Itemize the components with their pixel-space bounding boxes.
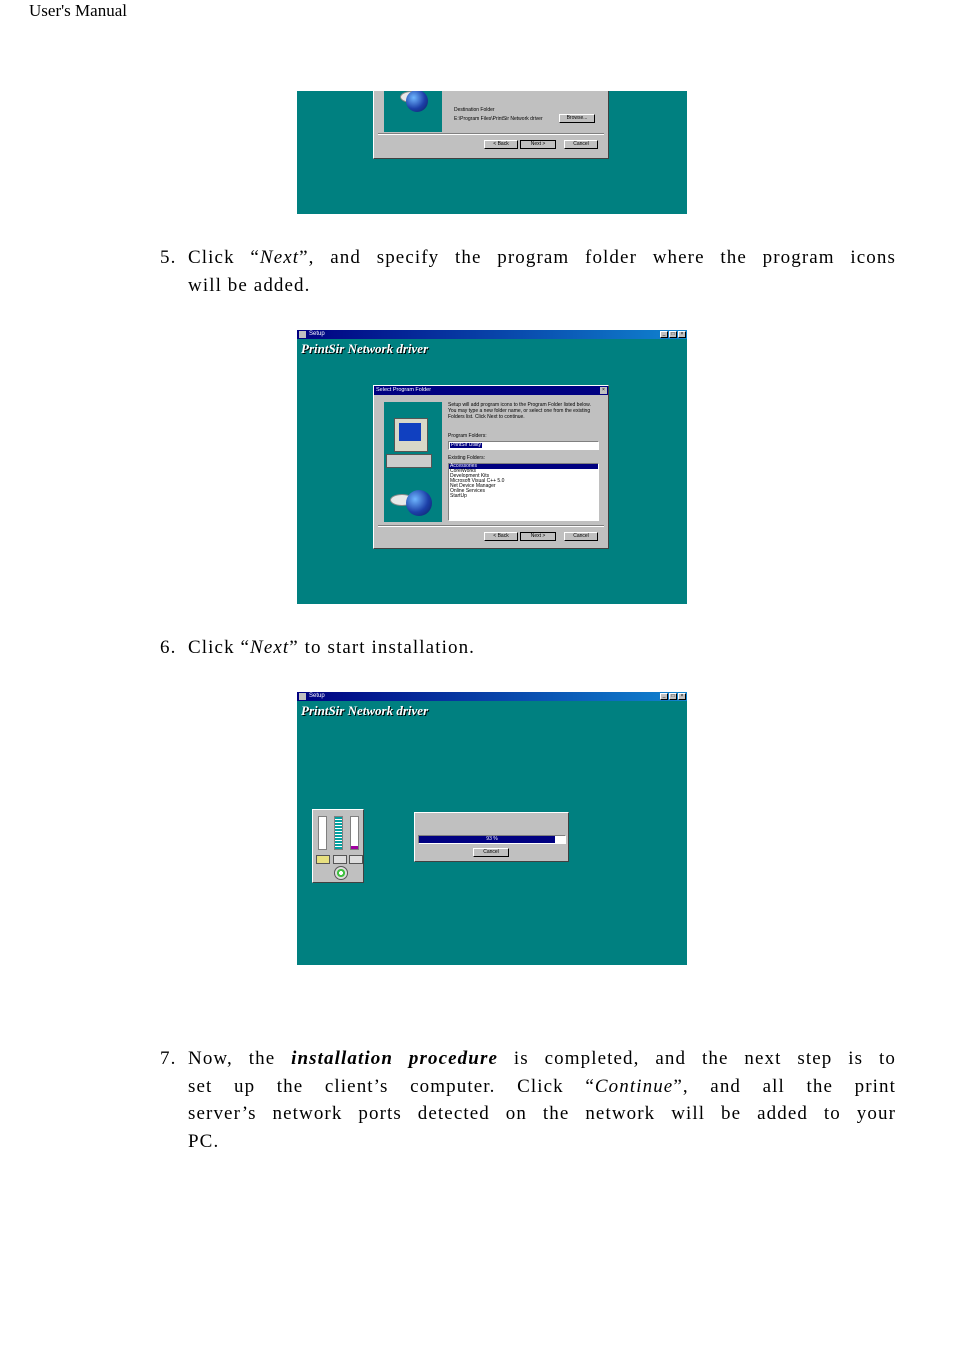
progress-bar <box>418 835 566 844</box>
existing-folders-label: Existing Folders: <box>448 455 485 461</box>
program-folder-input[interactable] <box>448 441 599 450</box>
folder-item[interactable]: Development Kits <box>450 473 490 479</box>
setup-window-icon <box>299 331 306 338</box>
meter-bar <box>350 816 359 850</box>
window-title-bar <box>297 692 687 701</box>
progress-dialog <box>414 812 569 862</box>
minimize-icon[interactable]: _ <box>660 331 668 338</box>
screenshot-installation-progress <box>297 692 687 965</box>
meter-bar <box>318 816 327 850</box>
drive-icon <box>333 855 347 864</box>
folder-item-accessories[interactable]: Accessories <box>449 464 598 469</box>
drive-icon <box>349 855 363 864</box>
dialog-title-bar <box>374 386 608 395</box>
program-folder-label: Program Folders: <box>448 433 487 439</box>
keyboard-icon <box>386 454 432 468</box>
window-controls <box>660 693 686 700</box>
step-text: ”, and specify the program folder where the program icons <box>299 247 896 268</box>
folder-item[interactable]: Microsoft Visual C++ 5.0 <box>450 478 505 484</box>
computer-icon <box>394 418 428 452</box>
running-header: User's Manual <box>29 1 127 20</box>
dialog-close-icon[interactable]: × <box>600 387 607 394</box>
app-title: PrintSir Network driver <box>301 341 429 356</box>
step-number: 6. <box>160 637 177 658</box>
next-emphasis: Next <box>259 247 300 268</box>
dialog-picture <box>384 91 442 132</box>
cd-disc-icon <box>334 866 348 880</box>
minimize-icon[interactable]: _ <box>660 693 668 700</box>
setup-dialog <box>373 91 609 159</box>
cancel-button[interactable]: Cancel <box>564 140 598 149</box>
dialog-separator <box>378 133 604 135</box>
step-text: Click “ <box>188 637 251 658</box>
step-text: is completed, and the next step is to <box>497 1048 896 1069</box>
next-emphasis: Next <box>250 637 290 658</box>
window-controls <box>660 331 686 338</box>
progress-text: 93 % <box>486 836 498 842</box>
maximize-icon[interactable]: □ <box>669 331 677 338</box>
setup-window-icon <box>299 693 306 700</box>
destination-folder-label: Destination Folder <box>454 107 495 113</box>
step-number: 7. <box>160 1048 177 1069</box>
next-button[interactable]: Next > <box>520 532 556 541</box>
step-text: ” to start installation. <box>289 637 476 658</box>
continue-emphasis: Continue <box>594 1075 674 1097</box>
instructions-text: Setup will add program icons to the Program Folder listed below. You may type a new folder name, or select one from the existing Folders list. Click Next to continue. <box>448 402 591 420</box>
back-button[interactable]: < Back <box>484 140 518 149</box>
step-6-paragraph <box>160 634 896 662</box>
folder-item[interactable]: Online Services <box>450 488 486 494</box>
select-program-folder-dialog <box>373 385 609 549</box>
step-text: PC. <box>188 1130 220 1152</box>
cancel-button[interactable]: Cancel <box>473 848 509 857</box>
maximize-icon[interactable]: □ <box>669 693 677 700</box>
destination-path: E:\Program Files\PrintSir Network driver <box>454 116 543 122</box>
meter-bar <box>334 816 343 850</box>
app-title: PrintSir Network driver <box>301 703 429 718</box>
globe-icon <box>406 91 428 112</box>
step-7-paragraph <box>160 1045 896 1155</box>
back-button[interactable]: < Back <box>484 532 518 541</box>
globe-icon <box>406 490 432 516</box>
step-text: ”, and all the print <box>673 1075 896 1097</box>
folder-item[interactable]: StartUp <box>450 493 467 499</box>
step-5-paragraph <box>160 244 896 299</box>
next-button[interactable]: Next > <box>520 140 556 149</box>
installation-procedure-emphasis: installation procedure <box>291 1048 498 1069</box>
step-text: set up the client’s computer. Click “ <box>188 1075 595 1097</box>
step-text: will be added. <box>188 274 311 296</box>
window-title-bar <box>297 330 687 339</box>
window-title: Setup <box>309 331 325 337</box>
step-number: 5. <box>160 247 177 268</box>
dialog-separator <box>378 525 604 527</box>
program-folder-value: PrintSir Utility <box>451 442 482 448</box>
existing-folders-list[interactable] <box>448 463 599 521</box>
close-icon[interactable]: × <box>678 693 686 700</box>
folder-item[interactable]: Net Device Manager <box>450 483 496 489</box>
cancel-button[interactable]: Cancel <box>564 532 598 541</box>
step-text: Now, the <box>188 1048 292 1069</box>
screenshot-destination-folder <box>297 91 687 214</box>
dialog-picture <box>384 402 442 522</box>
browse-button[interactable]: Browse... <box>559 114 595 123</box>
dialog-title: Select Program Folder <box>376 387 432 393</box>
step-text: server’s network ports detected on the network will be added to your <box>188 1103 896 1124</box>
close-icon[interactable]: × <box>678 331 686 338</box>
floppy-icon <box>316 855 330 864</box>
window-title: Setup <box>309 693 325 699</box>
disk-meters-panel <box>312 809 364 883</box>
step-text: Click “ <box>188 247 260 268</box>
screenshot-select-program-folder <box>297 330 687 604</box>
folder-item[interactable]: CorelWorks <box>450 468 477 474</box>
